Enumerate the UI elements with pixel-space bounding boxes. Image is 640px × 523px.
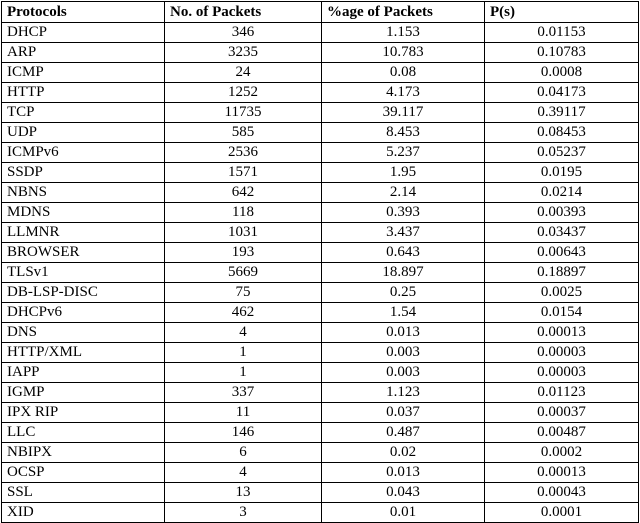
packet-count-cell: 1031 (165, 223, 322, 243)
protocol-cell: SSL (2, 483, 165, 503)
probability-cell: 0.00003 (485, 343, 639, 363)
packet-percentage-cell: 0.01 (322, 503, 485, 523)
packet-count-cell: 1571 (165, 163, 322, 183)
probability-cell: 0.00013 (485, 323, 639, 343)
packet-percentage-cell: 0.487 (322, 423, 485, 443)
packet-count-cell: 146 (165, 423, 322, 443)
protocol-cell: UDP (2, 123, 165, 143)
probability-cell: 0.00037 (485, 403, 639, 423)
protocol-cell: DHCP (2, 23, 165, 43)
packet-percentage-cell: 0.003 (322, 343, 485, 363)
packet-count-cell: 3235 (165, 43, 322, 63)
probability-cell: 0.00003 (485, 363, 639, 383)
packet-percentage-cell: 39.117 (322, 103, 485, 123)
table-row (2, 203, 639, 223)
probability-cell: 0.0008 (485, 63, 639, 83)
protocol-cell: SSDP (2, 163, 165, 183)
packet-percentage-cell: 0.013 (322, 463, 485, 483)
packet-count-cell: 13 (165, 483, 322, 503)
protocol-cell: NBIPX (2, 443, 165, 463)
protocol-cell: OCSP (2, 463, 165, 483)
packet-count-cell: 4 (165, 463, 322, 483)
packet-percentage-cell: 0.043 (322, 483, 485, 503)
table-row (2, 503, 639, 523)
probability-cell: 0.01123 (485, 383, 639, 403)
protocol-packet-table (1, 1, 639, 523)
packet-percentage-cell: 3.437 (322, 223, 485, 243)
packet-count-cell: 193 (165, 243, 322, 263)
table-row (2, 383, 639, 403)
probability-cell: 0.08453 (485, 123, 639, 143)
probability-cell: 0.39117 (485, 103, 639, 123)
packet-percentage-cell: 0.02 (322, 443, 485, 463)
table-row (2, 303, 639, 323)
probability-cell: 0.18897 (485, 263, 639, 283)
protocol-cell: IGMP (2, 383, 165, 403)
probability-cell: 0.0002 (485, 443, 639, 463)
protocol-cell: HTTP/XML (2, 343, 165, 363)
table-row (2, 263, 639, 283)
table-row (2, 23, 639, 43)
packet-count-cell: 4 (165, 323, 322, 343)
packet-percentage-cell: 5.237 (322, 143, 485, 163)
protocol-cell: TLSv1 (2, 263, 165, 283)
packet-percentage-cell: 0.037 (322, 403, 485, 423)
packet-percentage-cell: 4.173 (322, 83, 485, 103)
probability-cell: 0.10783 (485, 43, 639, 63)
protocol-cell: NBNS (2, 183, 165, 203)
probability-cell: 0.00013 (485, 463, 639, 483)
packet-count-cell: 585 (165, 123, 322, 143)
header-row (2, 2, 639, 23)
protocol-cell: HTTP (2, 83, 165, 103)
table-row (2, 43, 639, 63)
packet-count-cell: 118 (165, 203, 322, 223)
table-row (2, 103, 639, 123)
table-row (2, 123, 639, 143)
packet-count-cell: 642 (165, 183, 322, 203)
packet-percentage-cell: 0.003 (322, 363, 485, 383)
packet-percentage-cell: 0.013 (322, 323, 485, 343)
packet-count-cell: 75 (165, 283, 322, 303)
table-row (2, 343, 639, 363)
table-row (2, 443, 639, 463)
packet-count-cell: 24 (165, 63, 322, 83)
protocol-cell: BROWSER (2, 243, 165, 263)
probability-cell: 0.04173 (485, 83, 639, 103)
header-protocols: Protocols (2, 2, 165, 23)
probability-cell: 0.00043 (485, 483, 639, 503)
protocol-cell: LLMNR (2, 223, 165, 243)
table-row (2, 363, 639, 383)
packet-percentage-cell: 8.453 (322, 123, 485, 143)
packet-count-cell: 11 (165, 403, 322, 423)
probability-cell: 0.05237 (485, 143, 639, 163)
protocol-cell: DHCPv6 (2, 303, 165, 323)
packet-percentage-cell: 2.14 (322, 183, 485, 203)
packet-percentage-cell: 10.783 (322, 43, 485, 63)
table-row (2, 223, 639, 243)
packet-percentage-cell: 1.153 (322, 23, 485, 43)
probability-cell: 0.0001 (485, 503, 639, 523)
table-row (2, 483, 639, 503)
probability-cell: 0.00643 (485, 243, 639, 263)
packet-percentage-cell: 1.54 (322, 303, 485, 323)
packet-count-cell: 1252 (165, 83, 322, 103)
table-row (2, 243, 639, 263)
header-no-of-packets: No. of Packets (165, 2, 322, 23)
packet-percentage-cell: 0.393 (322, 203, 485, 223)
table-row (2, 423, 639, 443)
packet-count-cell: 3 (165, 503, 322, 523)
packet-percentage-cell: 0.08 (322, 63, 485, 83)
packet-count-cell: 1 (165, 343, 322, 363)
probability-cell: 0.0195 (485, 163, 639, 183)
probability-cell: 0.0154 (485, 303, 639, 323)
table-row (2, 283, 639, 303)
table-row (2, 323, 639, 343)
protocol-cell: ICMP (2, 63, 165, 83)
header-percentage-of-packets: %age of Packets (322, 2, 485, 23)
protocol-cell: DNS (2, 323, 165, 343)
packet-count-cell: 2536 (165, 143, 322, 163)
packet-count-cell: 346 (165, 23, 322, 43)
probability-cell: 0.03437 (485, 223, 639, 243)
header-probability: P(s) (485, 2, 639, 23)
table-row (2, 63, 639, 83)
packet-percentage-cell: 18.897 (322, 263, 485, 283)
protocol-cell: IAPP (2, 363, 165, 383)
protocol-cell: ARP (2, 43, 165, 63)
packet-count-cell: 6 (165, 443, 322, 463)
probability-cell: 0.0214 (485, 183, 639, 203)
packet-percentage-cell: 0.643 (322, 243, 485, 263)
packet-percentage-cell: 1.95 (322, 163, 485, 183)
packet-percentage-cell: 1.123 (322, 383, 485, 403)
protocol-cell: TCP (2, 103, 165, 123)
table-row (2, 403, 639, 423)
table-row (2, 183, 639, 203)
protocol-cell: IPX RIP (2, 403, 165, 423)
probability-cell: 0.01153 (485, 23, 639, 43)
table-row (2, 143, 639, 163)
table-row (2, 463, 639, 483)
protocol-cell: LLC (2, 423, 165, 443)
protocol-cell: ICMPv6 (2, 143, 165, 163)
packet-count-cell: 1 (165, 363, 322, 383)
probability-cell: 0.00393 (485, 203, 639, 223)
table-row (2, 163, 639, 183)
packet-count-cell: 337 (165, 383, 322, 403)
protocol-cell: XID (2, 503, 165, 523)
probability-cell: 0.00487 (485, 423, 639, 443)
probability-cell: 0.0025 (485, 283, 639, 303)
packet-count-cell: 462 (165, 303, 322, 323)
protocol-cell: DB-LSP-DISC (2, 283, 165, 303)
packet-count-cell: 5669 (165, 263, 322, 283)
packet-percentage-cell: 0.25 (322, 283, 485, 303)
table-body (2, 23, 639, 523)
table-row (2, 83, 639, 103)
packet-count-cell: 11735 (165, 103, 322, 123)
protocol-cell: MDNS (2, 203, 165, 223)
